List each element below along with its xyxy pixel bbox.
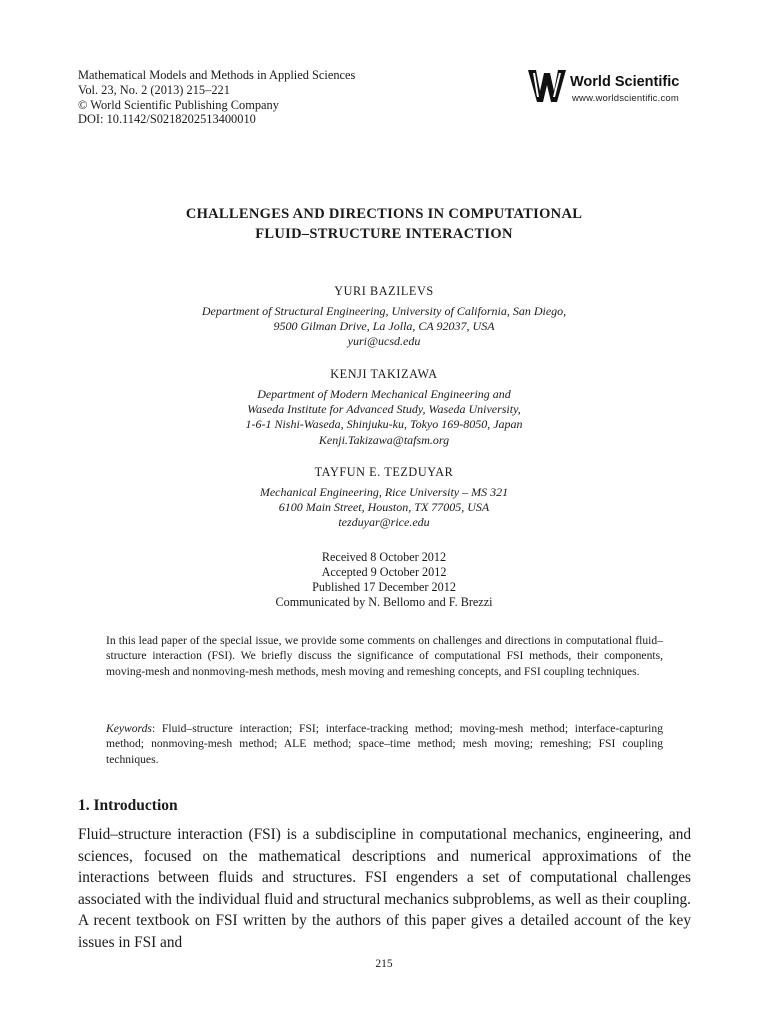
journal-name: Mathematical Models and Methods in Applied Sciences: [78, 68, 356, 82]
author-email: Kenji.Takizawa@tafsm.org: [318, 432, 450, 447]
keywords-label: Keywords: [106, 722, 152, 735]
keywords: [106, 721, 663, 767]
paper-title: [0, 205, 768, 244]
affiliation-line: 1-6-1 Nishi-Waseda, Shinjuku-ku, Tokyo 169-8050, Japan: [245, 417, 523, 432]
section-heading: 1. Introduction: [78, 797, 178, 814]
affiliation-line: 9500 Gilman Drive, La Jolla, CA 92037, USA: [273, 319, 495, 334]
author-name: KENJI TAKIZAWA: [330, 367, 438, 381]
page-number: 215: [375, 958, 393, 970]
journal-doi: DOI: 10.1142/S0218202513400010: [78, 112, 256, 127]
publication-dates: [0, 550, 768, 610]
section-body: Fluid–structure interaction (FSI) is a subdiscipline in computational mechanics, engineering, and sciences, focused on the mathematical descriptions and numerical approximations of the interactions between fluids and structures. FSI engenders a set of computational challenges associated with the individual fluid and structural mechanics subproblems, as well as their coupling. A recent textbook on FSI written by the authors of this paper gives a detailed account of the key issues in FSI and: [78, 826, 692, 951]
published-date: Published 17 December 2012: [312, 579, 456, 594]
title-line-1: CHALLENGES AND DIRECTIONS IN COMPUTATIONAL: [185, 206, 583, 222]
affiliation-line: Department of Structural Engineering, University of California, San Diego,: [201, 304, 567, 318]
title-line-2: FLUID–STRUCTURE INTERACTION: [255, 225, 513, 242]
publisher-name: World Scientific: [570, 74, 680, 90]
affiliation-line: 6100 Main Street, Houston, TX 77005, USA: [278, 500, 490, 515]
author-affiliation: [0, 304, 768, 350]
publisher-url: www.worldscientific.com: [572, 93, 680, 104]
author-name: YURI BAZILEVS: [334, 284, 434, 298]
affiliation-line: Mechanical Engineering, Rice University – MS 321: [259, 485, 509, 499]
author-email: yuri@ucsd.edu: [347, 334, 421, 349]
abstract: In this lead paper of the special issue, we provide some comments on challenges and directions in computational fluid–structure interaction (FSI). We briefly discuss the significance of computational FSI methods, their components, moving-mesh and nonmoving-mesh methods, mesh moving and remeshing concepts, and FSI coupling techniques.: [106, 634, 663, 678]
keywords-text: : Fluid–structure interaction; FSI; interface-tracking method; moving-mesh method; interface-capturing method; nonmoving-mesh method; ALE method; space–time method; mesh moving; remeshing; FSI coupling techniques.: [106, 722, 663, 766]
received-date: Received 8 October 2012: [321, 550, 447, 564]
author-affiliation: [0, 387, 768, 448]
journal-info: [78, 68, 355, 127]
affiliation-line: Waseda Institute for Advanced Study, Waseda University,: [247, 402, 521, 417]
journal-volume: Vol. 23, No. 2 (2013) 215–221: [78, 82, 230, 97]
journal-copyright: © World Scientific Publishing Company: [78, 97, 279, 112]
author-name: TAYFUN E. TEZDUYAR: [314, 465, 454, 479]
accepted-date: Accepted 9 October 2012: [321, 564, 447, 579]
author-email: tezduyar@rice.edu: [338, 515, 430, 530]
communicated-by: Communicated by N. Bellomo and F. Brezzi: [275, 594, 493, 609]
author-affiliation: [0, 485, 768, 531]
world-scientific-logo-icon: [526, 67, 568, 105]
affiliation-line: Department of Modern Mechanical Engineering and: [257, 387, 511, 401]
publisher-logo: [526, 67, 696, 107]
